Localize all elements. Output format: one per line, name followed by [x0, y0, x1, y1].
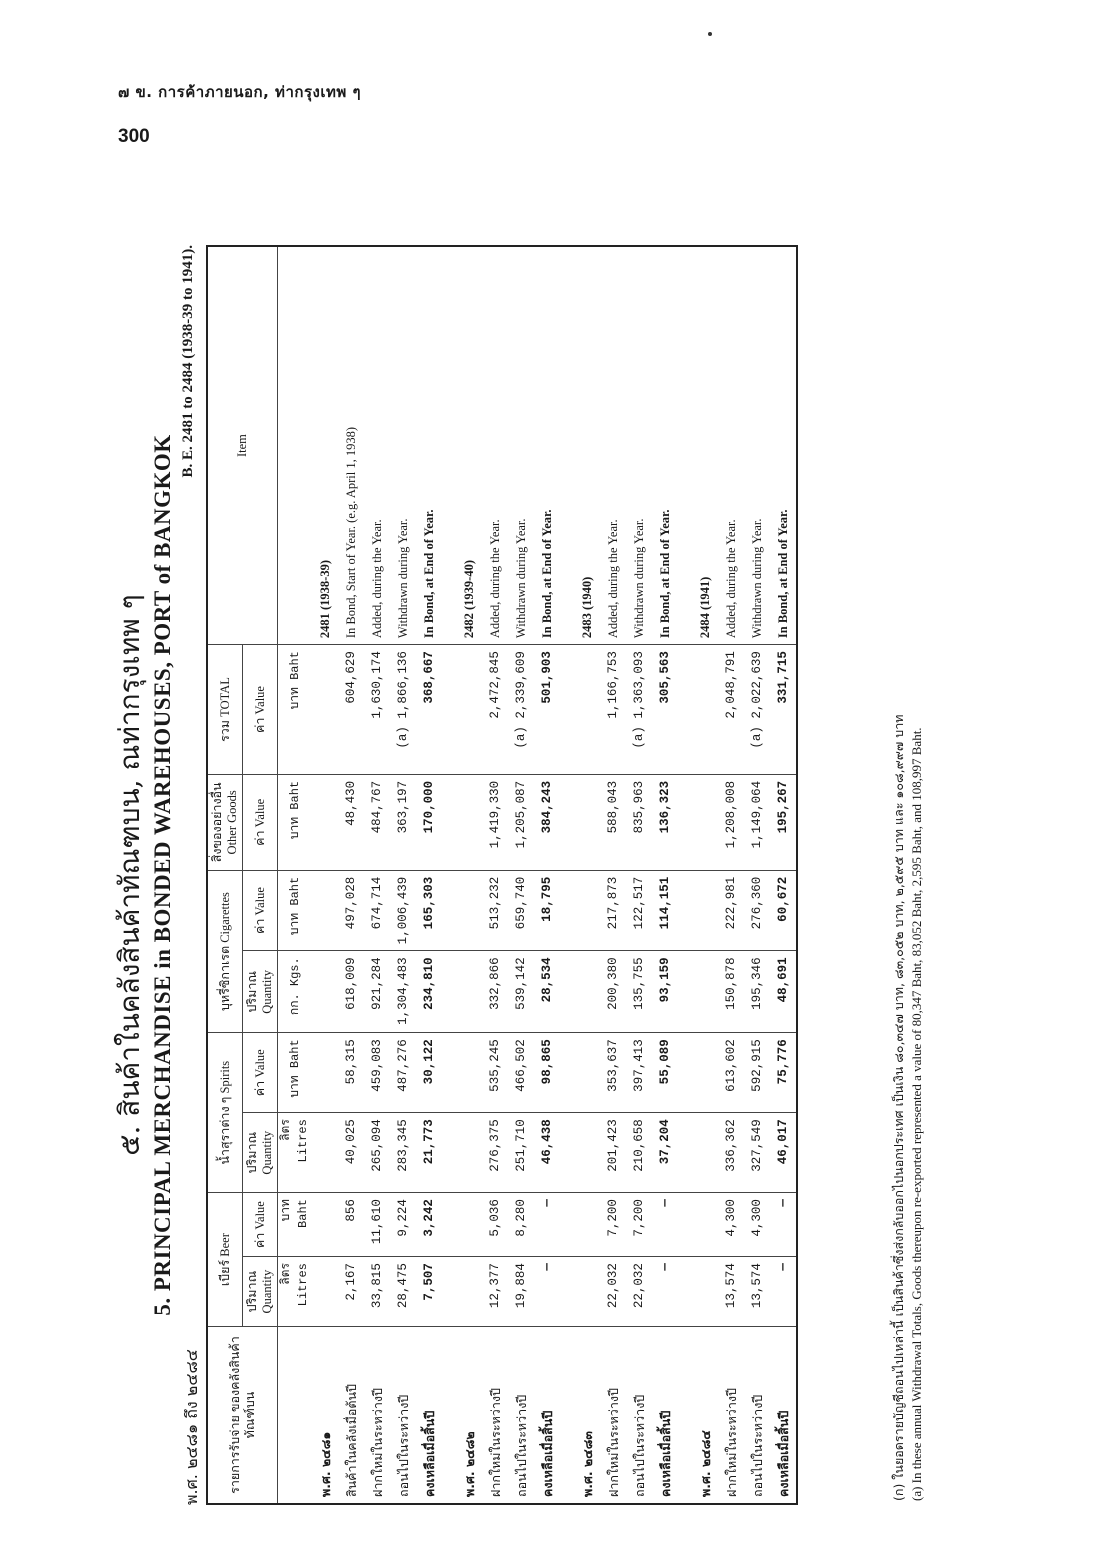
table-row — [364, 246, 390, 1504]
year-row — [456, 246, 482, 1504]
cell-sp-q: 201,423 — [600, 1113, 626, 1193]
cell-sp-v: 466,502 — [508, 1033, 534, 1113]
cell-sp-v — [574, 1033, 600, 1113]
cell-thai: ถอนไปในระหว่างปี — [744, 1327, 770, 1504]
table-row — [416, 246, 442, 1504]
year-spacer — [442, 246, 456, 1504]
table-row — [390, 246, 416, 1504]
cell-beer-v — [574, 1193, 600, 1257]
cell-beer-v: — — [770, 1193, 797, 1257]
cell-cig-v — [692, 870, 718, 951]
cell-sp-v — [692, 1033, 718, 1113]
cell-cig-v: 114,151 — [652, 870, 678, 951]
table-row — [770, 246, 797, 1504]
cigarettes-quantity-header: ปริมาณ Quantity — [243, 951, 278, 1033]
table-body — [278, 246, 798, 1504]
cell-beer-v: 4,300 — [744, 1193, 770, 1257]
cell-sp-q: 251,710 — [508, 1113, 534, 1193]
cell-beer-v: 3,242 — [416, 1193, 442, 1257]
cell-tot-v: 305,563 — [652, 645, 678, 775]
cell-tot-v: (a) 1,866,136 — [390, 645, 416, 775]
unit-baht: บาท Baht — [278, 645, 313, 775]
cell-oth-v: 1,149,064 — [744, 774, 770, 870]
cell-cig-q: 200,380 — [600, 951, 626, 1033]
cell-sp-q — [574, 1113, 600, 1193]
cell-tot-v — [692, 645, 718, 775]
beer-value-header: ค่า Value — [243, 1193, 278, 1257]
year-row — [692, 246, 718, 1504]
cigarettes-header: บุหรี่ซิกาเรต Cigarettes — [207, 870, 243, 1033]
cell-beer-v: 9,224 — [390, 1193, 416, 1257]
year-spacer — [560, 246, 574, 1504]
cell-beer-q: 33,815 — [364, 1257, 390, 1327]
cell-item: Withdrawn during Year. — [390, 246, 416, 645]
cell-oth-v: 1,208,008 — [718, 774, 744, 870]
cell-cig-q: 921,284 — [364, 951, 390, 1033]
unit-litres: ลิตร Litres — [278, 1113, 313, 1193]
total-header: รวม TOTAL — [207, 645, 243, 775]
cell-sp-q — [312, 1113, 338, 1193]
cell-thai: ฝากใหม่ในระหว่างปี — [482, 1327, 508, 1504]
cell-item: 2481 (1938-39) — [312, 246, 338, 645]
cell-beer-q — [692, 1257, 718, 1327]
table-row — [508, 246, 534, 1504]
cell-item: Withdrawn during Year. — [508, 246, 534, 645]
cell-cig-v: 513,232 — [482, 870, 508, 951]
cell-tot-v — [574, 645, 600, 775]
cell-sp-q: 276,375 — [482, 1113, 508, 1193]
cell-sp-q: 283,345 — [390, 1113, 416, 1193]
cell-item: Added, during the Year. — [718, 246, 744, 645]
cell-sp-v: 58,315 — [338, 1033, 364, 1113]
cell-oth-v: 363,197 — [390, 774, 416, 870]
cell-cig-v: 497,028 — [338, 870, 364, 951]
cell-thai: ถอนไปในระหว่างปี — [390, 1327, 416, 1504]
running-header: ๗ ข. การค้าภายนอก, ท่ากรุงเทพ ๆ — [118, 83, 362, 101]
cell-sp-v: 98,865 — [534, 1033, 560, 1113]
cell-beer-q: 22,032 — [600, 1257, 626, 1327]
cell-cig-q: 332,866 — [482, 951, 508, 1033]
footnote-thai: (ก) ในยอดรายบัญชีถอนไปเหล่านี้ เป็นสินค้าซึ่งส่งกลับออกไปนอกประเทศ เป็นเงิน ๘๐,๓๔๗ บาท, ๘๓,๐๕๒ บาท, ๒,๕๙๕ บาท และ ๑๐๘,๙๙๗ บาท — [891, 714, 906, 1501]
cell-sp-v: 353,637 — [600, 1033, 626, 1113]
cell-sp-q: 336,362 — [718, 1113, 744, 1193]
cell-sp-q — [456, 1113, 482, 1193]
cell-cig-q: 150,878 — [718, 951, 744, 1033]
cell-beer-q: — — [652, 1257, 678, 1327]
cell-item: Added, during the Year. — [600, 246, 626, 645]
bonded-warehouse-table — [206, 245, 798, 1505]
cell-tot-v: 1,630,174 — [364, 645, 390, 775]
cell-oth-v — [456, 774, 482, 870]
table-row — [600, 246, 626, 1504]
cell-tot-v: 604,629 — [338, 645, 364, 775]
cell-cig-q — [692, 951, 718, 1033]
cell-tot-v: 501,903 — [534, 645, 560, 775]
table-row — [652, 246, 678, 1504]
cell-thai: ฝากใหม่ในระหว่างปี — [364, 1327, 390, 1504]
cell-tot-v: 331,715 — [770, 645, 797, 775]
cell-beer-q: 7,507 — [416, 1257, 442, 1327]
cell-tot-v: (a) 1,363,093 — [626, 645, 652, 775]
page-number: 300 — [118, 126, 150, 147]
cell-tot-v: (a) 2,339,609 — [508, 645, 534, 775]
cell-oth-v — [692, 774, 718, 870]
unit-baht: บาท Baht — [278, 1033, 313, 1113]
cell-tot-v: (a) 2,022,639 — [744, 645, 770, 775]
cell-beer-v: 5,036 — [482, 1193, 508, 1257]
item-header: Item — [207, 246, 278, 645]
unit-kgs: กก. Kgs. — [278, 951, 313, 1033]
other-value-header: ค่า Value — [243, 774, 278, 870]
cell-cig-q: 234,810 — [416, 951, 442, 1033]
cell-cig-q: 93,159 — [652, 951, 678, 1033]
cell-sp-v — [456, 1033, 482, 1113]
cell-item: Added, during the Year. — [364, 246, 390, 645]
print-speck — [708, 32, 712, 36]
cell-cig-v: 1,006,439 — [390, 870, 416, 951]
cigarettes-value-header: ค่า Value — [243, 870, 278, 951]
total-value-header: ค่า Value — [243, 645, 278, 775]
spirits-header: น้ำสุราต่าง ๆ Spirits — [207, 1033, 243, 1193]
cell-cig-v: 217,873 — [600, 870, 626, 951]
cell-thai: พ.ศ. ๒๔๘๑ — [312, 1327, 338, 1504]
cell-sp-q: 327,549 — [744, 1113, 770, 1193]
cell-item: 2484 (1941) — [692, 246, 718, 645]
cell-cig-v: 18,795 — [534, 870, 560, 951]
cell-beer-q: 19,884 — [508, 1257, 534, 1327]
cell-beer-v: 4,300 — [718, 1193, 744, 1257]
table-row — [718, 246, 744, 1504]
range-thai: พ.ศ. ๒๔๘๑ ถึง ๒๔๘๔ — [182, 1349, 201, 1505]
cell-cig-q — [574, 951, 600, 1033]
unit-baht: บาท Baht — [278, 774, 313, 870]
cell-cig-q: 135,755 — [626, 951, 652, 1033]
spirits-value-header: ค่า Value — [243, 1033, 278, 1113]
cell-thai: คงเหลือเมื่อสิ้นปี — [652, 1327, 678, 1504]
year-row — [574, 246, 600, 1504]
cell-oth-v: 384,243 — [534, 774, 560, 870]
cell-beer-v: 7,200 — [626, 1193, 652, 1257]
cell-cig-q: 618,009 — [338, 951, 364, 1033]
cell-beer-v: 7,200 — [600, 1193, 626, 1257]
cell-beer-v — [456, 1193, 482, 1257]
cell-thai: ถอนไปในระหว่างปี — [508, 1327, 534, 1504]
cell-cig-v: 222,981 — [718, 870, 744, 951]
cell-thai: พ.ศ. ๒๔๘๒ — [456, 1327, 482, 1504]
cell-beer-v — [692, 1193, 718, 1257]
other-goods-header: สิ่งของอย่างอื่น Other Goods — [207, 774, 243, 870]
year-row — [312, 246, 338, 1504]
cell-item: In Bond, Start of Year. (e.g. April 1, 1938) — [338, 246, 364, 645]
cell-beer-q: 28,475 — [390, 1257, 416, 1327]
cell-sp-q: 46,017 — [770, 1113, 797, 1193]
cell-beer-v: 856 — [338, 1193, 364, 1257]
cell-beer-q: 12,377 — [482, 1257, 508, 1327]
unit-baht: บาท Baht — [278, 1193, 313, 1257]
table-row — [744, 246, 770, 1504]
cell-sp-q: 37,204 — [652, 1113, 678, 1193]
cell-cig-q — [456, 951, 482, 1033]
cell-beer-q: 2,167 — [338, 1257, 364, 1327]
cell-cig-q: 195,346 — [744, 951, 770, 1033]
cell-item: Withdrawn during Year. — [626, 246, 652, 645]
cell-oth-v: 136,323 — [652, 774, 678, 870]
table-row — [338, 246, 364, 1504]
cell-tot-v: 368,667 — [416, 645, 442, 775]
beer-header: เบียร์ Beer — [207, 1193, 243, 1327]
cell-oth-v: 1,419,330 — [482, 774, 508, 870]
cell-cig-v: 60,672 — [770, 870, 797, 951]
thai-title: ๕. สินค้าในคลังสินค้าทัณฑบน, ณท่ากรุงเทพ ๆ — [113, 594, 146, 1156]
cell-thai: คงเหลือเมื่อสิ้นปี — [534, 1327, 560, 1504]
cell-beer-q — [456, 1257, 482, 1327]
cell-cig-v: 674,714 — [364, 870, 390, 951]
table-row — [626, 246, 652, 1504]
cell-beer-q — [312, 1257, 338, 1327]
cell-beer-v: 8,280 — [508, 1193, 534, 1257]
cell-beer-v: — — [534, 1193, 560, 1257]
cell-item: 2482 (1939-40) — [456, 246, 482, 645]
cell-sp-v: 592,915 — [744, 1033, 770, 1113]
cell-cig-q — [312, 951, 338, 1033]
cell-oth-v — [574, 774, 600, 870]
unit-litres: ลิตร Litres — [278, 1257, 313, 1327]
cell-oth-v: 195,267 — [770, 774, 797, 870]
cell-sp-v: 535,245 — [482, 1033, 508, 1113]
cell-beer-q: — — [534, 1257, 560, 1327]
cell-item: In Bond, at End of Year. — [770, 246, 797, 645]
cell-tot-v: 2,048,791 — [718, 645, 744, 775]
year-spacer — [678, 246, 692, 1504]
cell-oth-v: 170,000 — [416, 774, 442, 870]
cell-beer-v: 11,610 — [364, 1193, 390, 1257]
cell-beer-q: — — [770, 1257, 797, 1327]
thai-item-header: รายการรับจ่าย ของคลังสินค้าทัณฑ์บน — [207, 1327, 278, 1504]
unit-baht: บาท Baht — [278, 870, 313, 951]
cell-sp-q: 46,438 — [534, 1113, 560, 1193]
cell-sp-q: 210,658 — [626, 1113, 652, 1193]
cell-cig-v: 165,303 — [416, 870, 442, 951]
cell-item: Withdrawn during Year. — [744, 246, 770, 645]
cell-cig-q: 1,304,483 — [390, 951, 416, 1033]
cell-beer-q — [574, 1257, 600, 1327]
cell-sp-v: 75,776 — [770, 1033, 797, 1113]
cell-sp-q: 21,773 — [416, 1113, 442, 1193]
cell-cig-v: 122,517 — [626, 870, 652, 951]
cell-cig-q: 28,534 — [534, 951, 560, 1033]
cell-oth-v — [312, 774, 338, 870]
cell-cig-v: 276,360 — [744, 870, 770, 951]
cell-beer-v: — — [652, 1193, 678, 1257]
cell-cig-v — [574, 870, 600, 951]
cell-thai: ถอนไปในระหว่างปี — [626, 1327, 652, 1504]
cell-sp-q: 265,094 — [364, 1113, 390, 1193]
cell-beer-q: 22,032 — [626, 1257, 652, 1327]
title-block — [110, 285, 178, 1465]
rotated-table-page — [110, 225, 990, 1525]
units-row — [278, 246, 313, 1504]
cell-beer-q: 13,574 — [744, 1257, 770, 1327]
range-english: B. E. 2481 to 2484 (1938-39 to 1941). — [180, 245, 196, 478]
cell-sp-q: 40,025 — [338, 1113, 364, 1193]
english-title: 5. PRINCIPAL MERCHANDISE in BONDED WAREHOUSES, PORT of BANGKOK — [150, 434, 175, 1316]
cell-item: In Bond, at End of Year. — [534, 246, 560, 645]
cell-tot-v — [312, 645, 338, 775]
cell-sp-v: 55,089 — [652, 1033, 678, 1113]
cell-sp-v: 613,602 — [718, 1033, 744, 1113]
cell-oth-v: 588,043 — [600, 774, 626, 870]
table-row — [482, 246, 508, 1504]
cell-tot-v: 1,166,753 — [600, 645, 626, 775]
cell-thai: คงเหลือเมื่อสิ้นปี — [770, 1327, 797, 1504]
cell-sp-v: 397,413 — [626, 1033, 652, 1113]
cell-oth-v: 48,430 — [338, 774, 364, 870]
cell-cig-q: 48,691 — [770, 951, 797, 1033]
cell-cig-v — [456, 870, 482, 951]
spirits-quantity-header: ปริมาณ Quantity — [243, 1113, 278, 1193]
cell-sp-v — [312, 1033, 338, 1113]
cell-oth-v: 484,767 — [364, 774, 390, 870]
beer-quantity-header: ปริมาณ Quantity — [243, 1257, 278, 1327]
cell-item: In Bond, at End of Year. — [652, 246, 678, 645]
cell-oth-v: 1,205,087 — [508, 774, 534, 870]
cell-cig-v — [312, 870, 338, 951]
cell-item: In Bond, at End of Year. — [416, 246, 442, 645]
cell-item: 2483 (1940) — [574, 246, 600, 645]
cell-sp-v: 459,083 — [364, 1033, 390, 1113]
cell-oth-v: 835,963 — [626, 774, 652, 870]
cell-beer-q: 13,574 — [718, 1257, 744, 1327]
cell-beer-v — [312, 1193, 338, 1257]
table-row — [534, 246, 560, 1504]
cell-thai: ฝากใหม่ในระหว่างปี — [600, 1327, 626, 1504]
footnote-english: (a) In these annual Withdrawal Totals, Goods thereupon re-exported represented a value of 80,347 Baht, 83,052 Baht, 2,595 Baht, and 108,997 Baht. — [909, 727, 924, 1501]
cell-thai: พ.ศ. ๒๔๘๔ — [692, 1327, 718, 1504]
cell-sp-v: 30,122 — [416, 1033, 442, 1113]
cell-cig-v: 659,740 — [508, 870, 534, 951]
footnotes — [890, 715, 926, 1501]
cell-thai: คงเหลือเมื่อสิ้นปี — [416, 1327, 442, 1504]
cell-thai: สินค้าในคลังเมื่อต้นปี — [338, 1327, 364, 1504]
cell-sp-v: 487,276 — [390, 1033, 416, 1113]
cell-cig-q: 539,142 — [508, 951, 534, 1033]
cell-tot-v — [456, 645, 482, 775]
cell-thai: ฝากใหม่ในระหว่างปี — [718, 1327, 744, 1504]
cell-sp-q — [692, 1113, 718, 1193]
cell-thai: พ.ศ. ๒๔๘๓ — [574, 1327, 600, 1504]
cell-tot-v: 2,472,845 — [482, 645, 508, 775]
cell-item: Added, during the Year. — [482, 246, 508, 645]
